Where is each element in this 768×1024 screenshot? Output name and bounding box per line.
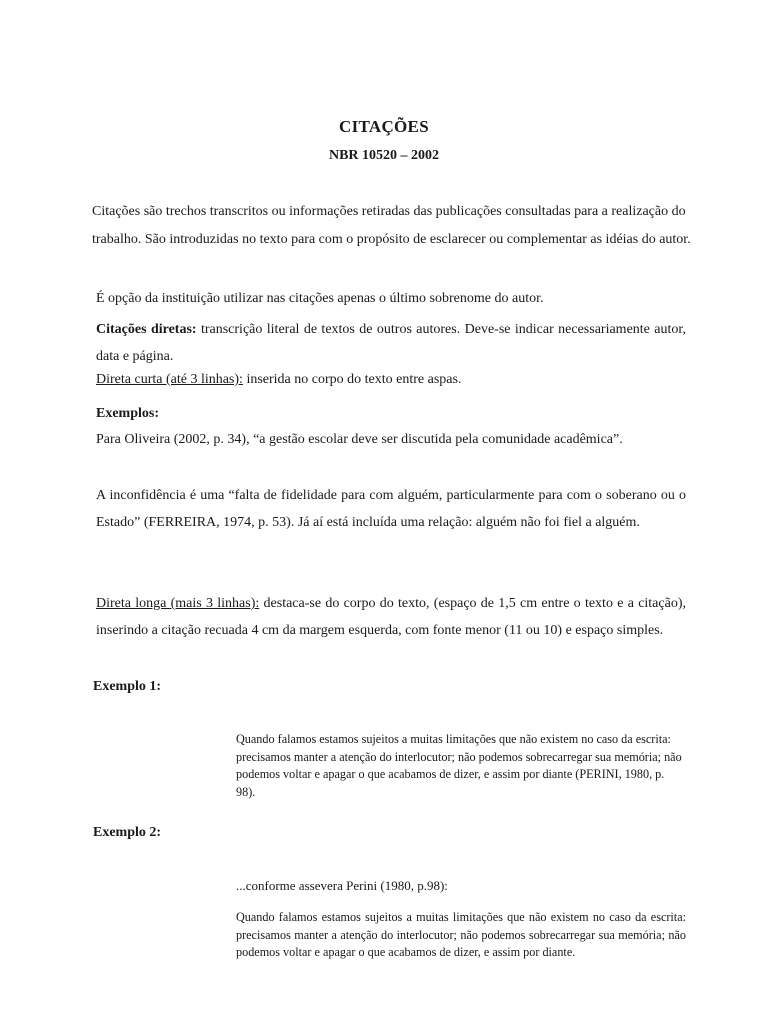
citacoes-diretas-paragraph xyxy=(96,316,686,370)
exemplos-label: Exemplos: xyxy=(96,406,159,421)
exemplo1-quote: Quando falamos estamos sujeitos a muitas limitações que não existem no caso da escrita: precisamos manter a atenção do interlocutor; não podemos sobrecarregar sua memória; não podemos voltar e apagar o que acabamos de dizer, e assim por diante (PERINI, 1980, p. 98). xyxy=(236,732,682,799)
direta-curta-paragraph xyxy=(96,370,686,390)
page-title: CITAÇÕES xyxy=(339,117,429,136)
page-subtitle: NBR 10520 – 2002 xyxy=(328,148,440,163)
exemplo2-lead: ...conforme assevera Perini (1980, p.98): xyxy=(236,878,448,893)
direta-longa-text: destaca-se do corpo do texto, (espaço de 1,5 cm entre o texto e a citação), inserindo a citação recuada 4 cm da margem esquerda, com fonte menor (11 ou 10) e espaço simples. xyxy=(96,596,686,638)
citacoes-diretas-label: Citações diretas: xyxy=(96,322,197,337)
opcao-paragraph: É opção da instituição utilizar nas citações apenas o último sobrenome do autor. xyxy=(96,291,544,306)
direta-longa-label: Direta longa (mais 3 linhas): xyxy=(96,596,260,611)
direta-curta-text: inserida no corpo do texto entre aspas. xyxy=(242,372,462,387)
intro-paragraph: Citações são trechos transcritos ou informações retiradas das publicações consultadas para a realização do trabalho. São introduzidas no texto para com o propósito de esclarecer ou complementar as idéias do autor. xyxy=(92,204,691,247)
direta-curta-label: Direta curta (até 3 linhas): xyxy=(96,372,243,387)
exemplo2-quote: Quando falamos estamos sujeitos a muitas limitações que não existem no caso da escrita: precisamos manter a atenção do interlocutor; não podemos sobrecarregar sua memória; não podemos voltar e apagar o que acabamos de dizer, e assim por diante. xyxy=(236,910,686,959)
exemplo-oliveira: Para Oliveira (2002, p. 34), “a gestão escolar deve ser discutida pela comunidade acadêmica”. xyxy=(96,432,623,447)
direta-longa-paragraph xyxy=(96,590,686,644)
exemplo2-label: Exemplo 2: xyxy=(93,825,162,840)
exemplo1-label: Exemplo 1: xyxy=(93,679,162,694)
exemplo-inconfidencia: A inconfidência é uma “falta de fidelidade para com alguém, particularmente para com o soberano ou o Estado” (FERREIRA, 1974, p. 53). Já aí está incluída uma relação: alguém não foi fiel a alguém. xyxy=(96,488,686,530)
citacoes-diretas-text: transcrição literal de textos de outros autores. Deve-se indicar necessariamente autor, data e página. xyxy=(96,322,686,364)
